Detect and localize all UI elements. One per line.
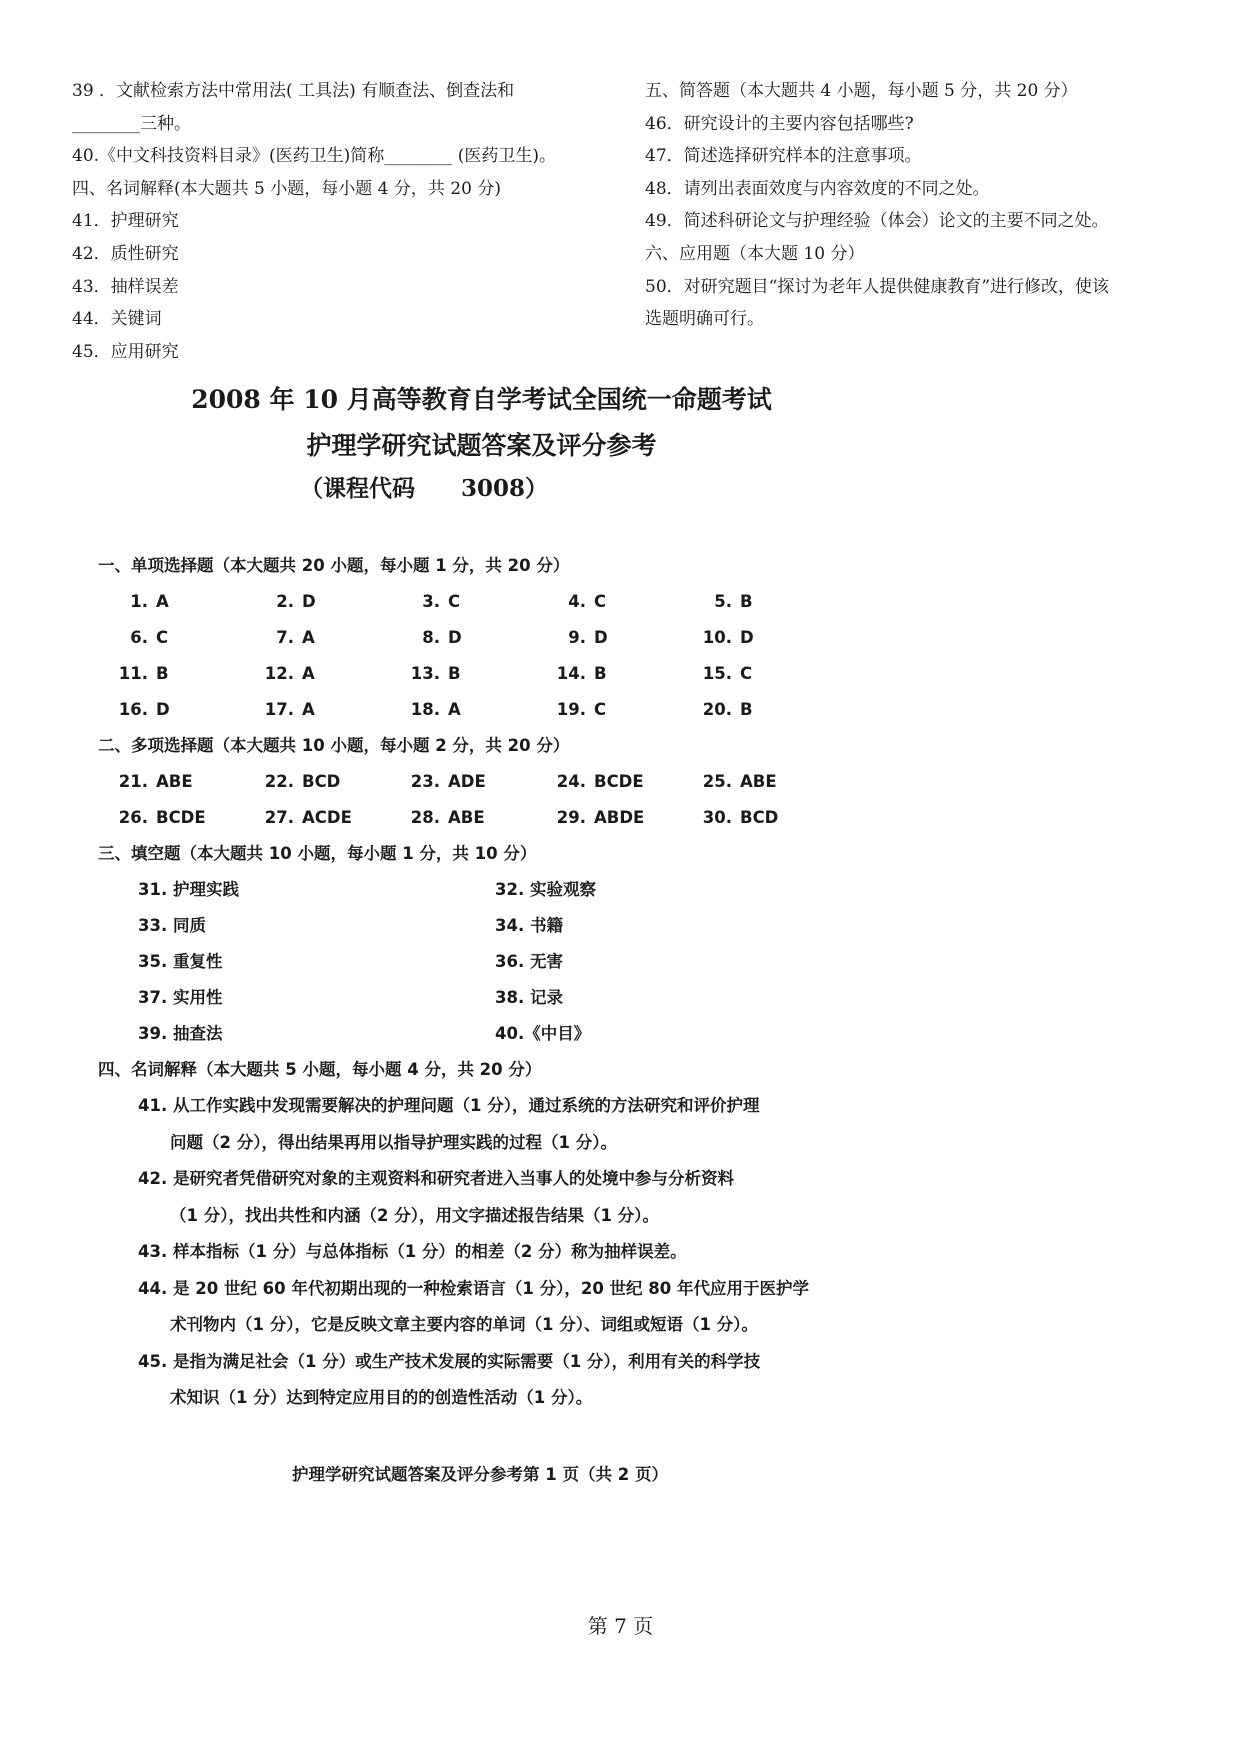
answer-item — [540, 620, 686, 656]
answer-value: D — [594, 628, 608, 647]
answer-item — [540, 764, 686, 800]
single-choice-row — [102, 656, 882, 692]
questions-right-column — [645, 75, 1185, 336]
answer-item — [686, 656, 832, 692]
answer-number: 1. — [130, 592, 148, 611]
question-46: 46．研究设计的主要内容包括哪些? — [645, 113, 914, 134]
fill-blank-row — [102, 944, 882, 980]
answer-value: C — [156, 628, 169, 647]
answer-key-footer: 护理学研究试题答案及评分参考第 1 页（共 2 页） — [292, 1465, 668, 1484]
answer-number: 23. — [410, 772, 440, 791]
fill-blank-row — [102, 980, 882, 1016]
question-39-cont: ________三种。 — [72, 113, 191, 134]
section-definitions-answer-heading: 四、名词解释（本大题共 5 小题，每小题 4 分，共 20 分） — [98, 1060, 542, 1079]
question-45: 45．应用研究 — [72, 341, 179, 362]
question-50: 50．对研究题目“探讨为老年人提供健康教育”进行修改，使该 — [645, 276, 1110, 297]
answer-number: 10. — [702, 628, 732, 647]
answer-item — [394, 764, 540, 800]
answer-item — [394, 692, 540, 728]
answer-value: A — [448, 700, 461, 719]
fill-blank-answer: 34. 书籍 — [495, 916, 563, 935]
answer-value: ADE — [448, 772, 486, 791]
answer-value: A — [156, 592, 169, 611]
question-49: 49．简述科研论文与护理经验（体会）论文的主要不同之处。 — [645, 211, 1109, 232]
answer-item — [394, 584, 540, 620]
single-choice-row — [102, 692, 882, 728]
fill-blank-answer: 32. 实验观察 — [495, 880, 596, 899]
definition-line: 问题（2 分），得出结果再用以指导护理实践的过程（1 分）。 — [170, 1132, 617, 1152]
answer-item — [248, 800, 394, 836]
answer-value: ACDE — [302, 808, 352, 827]
answer-value: ABDE — [594, 808, 645, 827]
fill-blank-answer: 31. 护理实践 — [138, 880, 239, 899]
question-42: 42．质性研究 — [72, 243, 179, 264]
answer-number: 26. — [118, 808, 148, 827]
section-definitions-heading: 四、名词解释(本大题共 5 小题，每小题 4 分，共 20 分) — [72, 178, 501, 199]
definition-line: 45. 是指为满足社会（1 分）或生产技术发展的实际需要（1 分），利用有关的科学技 — [138, 1351, 761, 1371]
answer-value: B — [448, 664, 461, 683]
fill-blank-answer: 37. 实用性 — [138, 988, 223, 1007]
answer-item — [686, 692, 832, 728]
answer-item — [102, 692, 248, 728]
answer-value: A — [302, 664, 315, 683]
fill-blank-answer: 39. 抽查法 — [138, 1024, 223, 1043]
answer-item — [248, 764, 394, 800]
answer-number: 21. — [118, 772, 148, 791]
section-short-answer-heading: 五、简答题（本大题共 4 小题，每小题 5 分，共 20 分） — [645, 81, 1078, 101]
answer-number: 5. — [714, 592, 732, 611]
single-choice-answers — [102, 584, 882, 728]
multi-choice-answers — [102, 764, 882, 836]
single-choice-row — [102, 584, 882, 620]
answer-value: ABE — [740, 772, 777, 791]
answer-number: 30. — [702, 808, 732, 827]
answer-value: B — [594, 664, 607, 683]
answer-value: D — [156, 700, 170, 719]
definition-answer — [102, 1161, 882, 1234]
answer-item — [686, 800, 832, 836]
answer-item — [540, 692, 686, 728]
answer-number: 13. — [410, 664, 440, 683]
answer-value: BCD — [740, 808, 779, 827]
fill-blank-answer: 35. 重复性 — [138, 952, 223, 971]
answer-key-title: 2008 年 10 月高等教育自学考试全国统一命题考试 — [191, 385, 772, 414]
answer-number: 20. — [702, 700, 732, 719]
fill-blank-row — [102, 908, 882, 944]
section-fill-blank-heading: 三、填空题（本大题共 10 小题，每小题 1 分，共 10 分） — [98, 844, 537, 863]
answer-value: A — [302, 628, 315, 647]
answer-item — [394, 656, 540, 692]
answer-item — [102, 656, 248, 692]
answer-item — [540, 656, 686, 692]
multi-choice-row — [102, 800, 882, 836]
answer-value: BCDE — [156, 808, 206, 827]
answer-number: 4. — [568, 592, 586, 611]
definition-answer — [102, 1271, 882, 1344]
definition-line: 44. 是 20 世纪 60 年代初期出现的一种检索语言（1 分），20 世纪 80 年代应用于医护学 — [138, 1278, 810, 1298]
question-39: 39 ．文献检索方法中常用法( 工具法) 有顺查法、倒查法和 — [72, 81, 515, 101]
section-single-choice-heading: 一、单项选择题（本大题共 20 小题，每小题 1 分，共 20 分） — [98, 556, 570, 575]
question-40: 40.《中文科技资料目录》(医药卫生)简称________ (医药卫生)。 — [72, 146, 556, 167]
definition-answers — [102, 1088, 882, 1417]
answer-value: BCDE — [594, 772, 644, 791]
section-application-heading: 六、应用题（本大题 10 分） — [645, 243, 865, 264]
answer-value: BCD — [302, 772, 341, 791]
single-choice-row — [102, 620, 882, 656]
answer-number: 17. — [264, 700, 294, 719]
answer-item — [248, 692, 394, 728]
answer-value: C — [448, 592, 461, 611]
answer-key-subtitle: 护理学研究试题答案及评分参考 — [306, 431, 657, 460]
definition-line: 41. 从工作实践中发现需要解决的护理问题（1 分），通过系统的方法研究和评价护理 — [138, 1096, 760, 1115]
fill-blank-answer: 40.《中目》 — [495, 1024, 591, 1043]
answer-value: A — [302, 700, 315, 719]
answer-number: 12. — [264, 664, 294, 683]
fill-blank-row — [102, 1016, 882, 1052]
answer-number: 9. — [568, 628, 586, 647]
answer-item — [102, 800, 248, 836]
section-multi-choice-heading: 二、多项选择题（本大题共 10 小题，每小题 2 分，共 20 分） — [98, 736, 570, 755]
course-code: （课程代码 3008） — [299, 475, 548, 502]
fill-blank-answer: 38. 记录 — [495, 988, 563, 1007]
fill-blank-row — [102, 872, 882, 908]
question-48: 48．请列出表面效度与内容效度的不同之处。 — [645, 178, 990, 199]
question-41: 41．护理研究 — [72, 211, 179, 232]
question-43: 43．抽样误差 — [72, 276, 179, 297]
fill-blank-answers — [102, 872, 882, 1052]
definition-line: 43. 样本指标（1 分）与总体指标（1 分）的相差（2 分）称为抽样误差。 — [138, 1242, 687, 1261]
answer-number: 25. — [702, 772, 732, 791]
answer-number: 16. — [118, 700, 148, 719]
answer-item — [248, 656, 394, 692]
answer-number: 3. — [422, 592, 440, 611]
definition-answer — [102, 1088, 882, 1161]
definition-answer — [102, 1344, 882, 1417]
answer-value: C — [594, 592, 607, 611]
question-47: 47．简述选择研究样本的注意事项。 — [645, 146, 922, 167]
answer-item — [394, 620, 540, 656]
answer-value: ABE — [156, 772, 193, 791]
answer-item — [686, 764, 832, 800]
answer-number: 7. — [276, 628, 294, 647]
page-number: 第 7 页 — [587, 1614, 654, 1638]
definition-line: 术刊物内（1 分），它是反映文章主要内容的单词（1 分）、词组或短语（1 分）。 — [170, 1315, 758, 1334]
multi-choice-row — [102, 764, 882, 800]
answer-value: C — [594, 700, 607, 719]
answer-value: ABE — [448, 808, 485, 827]
answer-number: 18. — [410, 700, 440, 719]
answer-value: D — [302, 592, 316, 611]
answer-number: 19. — [556, 700, 586, 719]
answer-number: 14. — [556, 664, 586, 683]
answer-item — [540, 584, 686, 620]
answer-item — [686, 584, 832, 620]
answer-number: 8. — [422, 628, 440, 647]
answer-number: 27. — [264, 808, 294, 827]
answer-number: 24. — [556, 772, 586, 791]
answer-key-body — [98, 548, 882, 1417]
answer-item — [248, 584, 394, 620]
answer-value: D — [740, 628, 754, 647]
answer-item — [102, 584, 248, 620]
answer-value: D — [448, 628, 462, 647]
answer-number: 29. — [556, 808, 586, 827]
definition-line: 42. 是研究者凭借研究对象的主观资料和研究者进入当事人的处境中参与分析资料 — [138, 1169, 734, 1188]
answer-number: 28. — [410, 808, 440, 827]
questions-left-column — [72, 75, 632, 368]
fill-blank-answer: 33. 同质 — [138, 916, 206, 935]
answer-value: B — [740, 592, 753, 611]
question-44: 44．关键词 — [72, 309, 162, 330]
definition-answer — [102, 1234, 882, 1271]
answer-number: 15. — [702, 664, 732, 683]
answer-item — [394, 800, 540, 836]
answer-item — [248, 620, 394, 656]
fill-blank-answer: 36. 无害 — [495, 952, 563, 971]
answer-item — [686, 620, 832, 656]
definition-line: 术知识（1 分）达到特定应用目的的创造性活动（1 分）。 — [170, 1388, 593, 1407]
definition-line: （1 分），找出共性和内涵（2 分），用文字描述报告结果（1 分）。 — [170, 1205, 659, 1225]
question-50-cont: 选题明确可行。 — [645, 309, 764, 330]
answer-item — [102, 620, 248, 656]
answer-number: 6. — [130, 628, 148, 647]
answer-value: B — [740, 700, 753, 719]
answer-number: 22. — [264, 772, 294, 791]
answer-item — [102, 764, 248, 800]
answer-number: 11. — [118, 664, 148, 683]
answer-number: 2. — [276, 592, 294, 611]
answer-value: C — [740, 664, 753, 683]
answer-item — [540, 800, 686, 836]
answer-value: B — [156, 664, 169, 683]
